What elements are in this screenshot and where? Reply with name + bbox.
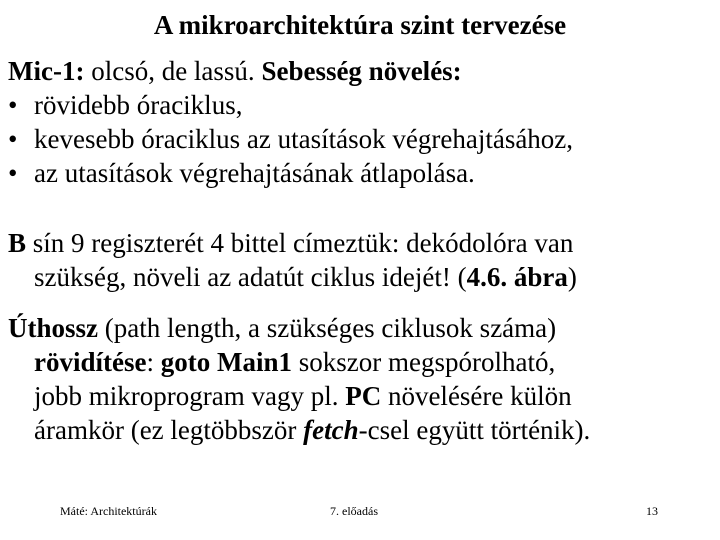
path-paragraph-line-1 [8,311,708,345]
b-label: B [8,228,27,258]
list-item [8,122,708,156]
path-paragraph-line-2 [8,345,720,379]
bus-text-1: sín 9 regiszterét 4 bittel címeztük: dekódolóra van [26,228,574,258]
bullet-text: rövidebb óraciklus, [34,90,243,120]
bus-paragraph-line-1 [8,226,708,260]
path-text-3b: növelésére külön [381,381,572,411]
bus-text-2: szükség, növeli az adatút ciklus idejét! ( [34,262,467,292]
speed-label: Sebesség növelés: [261,56,462,86]
bus-paragraph-line-2 [8,260,720,294]
figure-reference: 4.6. ábra [466,262,568,292]
bullet-symbol: • [8,158,18,188]
path-paragraph-line-4 [8,413,720,447]
path-label: Úthossz [8,313,99,343]
path-text-4a: áramkör (ez legtöbbször [34,415,304,445]
list-item [8,88,708,122]
page-title: A mikroarchitektúra szint tervezése [153,10,567,40]
path-text-2: sokszor megspórolható, [292,347,556,377]
intro-line [8,54,708,88]
mic-text: olcsó, de lassú. [84,56,262,86]
colon: : [146,347,161,377]
path-paragraph-line-3 [8,379,720,413]
bullet-text: az utasítások végrehajtásának átlapolása. [34,158,475,188]
goto-label: goto Main1 [160,347,292,377]
footer-author: Máté: Architektúrák [60,504,157,518]
footer-lecture: 7. előadás [330,504,378,518]
fetch-label: fetch [303,415,359,445]
path-text-1: (path length, a szükséges ciklusok száma) [98,313,557,343]
mic-label: Mic-1: [8,56,85,86]
list-item [8,156,708,190]
shorten-label: rövidítése [34,347,147,377]
bullet-text: kevesebb óraciklus az utasítások végrehajtásához, [34,124,574,154]
pc-label: PC [345,381,382,411]
footer-page-number: 13 [646,504,658,518]
bullet-symbol: • [8,90,18,120]
bullet-symbol: • [8,124,18,154]
path-text-4b: -csel együtt történik). [358,415,591,445]
path-text-3a: jobb mikroprogram vagy pl. [34,381,346,411]
close-paren: ) [567,262,577,292]
